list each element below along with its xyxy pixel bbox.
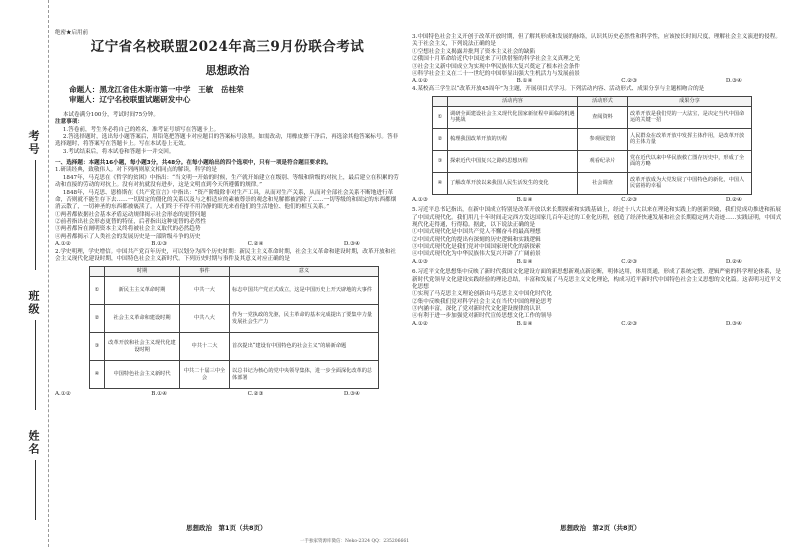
promo-footer: 一手独家资源库微信：Neko-2324 QQ：235206661 [300,539,410,544]
class-line [35,320,36,410]
table-cell: 参观展览馆 [578,128,628,150]
table-cell: 标志中国共产党正式成立，这是中国历史上开天辟地的大事件 [230,277,379,305]
answer-choices [412,197,782,204]
answer-choice: A.①③ [412,196,428,203]
option-line: ②前者指出社会形态更替的特征，后者指出这种更替的必然性 [55,219,207,226]
question-3 [412,34,782,86]
table-cell: 了解改革开放以来我国人民生活发生的变化 [448,172,578,194]
table-cell: 改革开放成为大党发展了中国特色的新化，中国人民富裕的幸福 [628,172,752,194]
table-header-cell: 意义 [230,267,379,277]
table-cell: ③ [433,150,448,172]
table-cell: 首次提出“建设有中国特色的社会主义”的崭新命题 [230,333,379,361]
table-header-cell [90,267,105,277]
table-cell: ④ [433,172,448,194]
answer-choices [412,259,782,266]
table-cell: ① [90,277,105,305]
table-cell: 改革开放是我们党的一大法宝，是决定当代中国命运的关键一招 [628,106,752,128]
left-column [55,0,400,399]
table-header-cell: 活动形式 [578,97,628,107]
option-line: ②中国式现代化的提出有深刻的历史逻辑和实践逻辑 [412,236,541,243]
table-row [90,305,379,333]
answer-choice: C.②③ [621,78,638,85]
option-line: ①空想社会主义揭露并批判了资本主义社会的缺陷 [412,48,536,55]
question-stem: 6.习近平文化思想集中反映了新时代我国文化建设方面的新思想新观点新论断，明体达用，体用贯通，形成了系统完整、逻辑严密的科学理论体系，是新时代党领导文化建设实践经验的理论总结，丰富和发展了马克思主义文化理论，构成习近平新时代中国特色社会主义思想的文化篇。这表明习近平文化思想 [412,269,782,290]
table-row [433,150,752,172]
name-line [35,460,36,520]
answer-choices [412,78,782,85]
page-footer-left: 思想政治 第1页（共8页） [186,524,267,532]
activity-table [432,96,752,195]
table-cell: 社会主义革命和建设时期 [105,305,180,333]
name-label: 姓名 [27,430,40,456]
question-stem: 4.某校高三学生以“改革开放45周年”为主题，开展项目式学习。下列活动内容、活动形式、成果分享与主题相吻合的是 [412,85,705,92]
option-line: ①两者都依据社会基本矛盾运动规律揭示社会形态的更替问题 [55,211,207,218]
table-cell: 查阅资料 [578,106,628,128]
table-cell: 中共一大 [180,277,230,305]
answer-choice: B.①③ [151,241,168,248]
question-stem: 3.中国特色社会主义开创于改革开放时期，但了解其形成和发展的脉络，认识其历史必然性和科学性，应该按长时间尺度，理解社会主义演进的侵程。关于社会主义，下列说法正确的是 [412,34,781,48]
table-row [90,333,379,361]
table-cell: 中共二十届三中全会 [180,361,230,389]
intro-block [55,112,400,156]
answer-choice: A.①② [412,78,428,85]
option-line: ③中国式现代化是我们党对中国国家现代化的新探索 [412,244,541,251]
events-table [89,266,379,389]
option-line: ②集中反映我们党对科学社会主义在当代中国的理论思考 [412,298,552,305]
answer-choice: B.①④ [516,320,533,327]
exam-number-line [35,160,36,270]
answer-choice: C.②③ [247,391,264,398]
table-cell: 社会调查 [578,172,628,194]
table-cell: ① [433,106,448,128]
table-row [90,277,379,305]
answer-choice: A.①③ [412,258,428,265]
answer-choice: D.③④ [725,78,742,85]
question-6 [412,269,782,328]
confidential-mark: 绝密★启用前 [55,30,89,36]
table-row [433,106,752,128]
table-row [433,128,752,150]
table-header-cell [433,97,448,107]
exam-title: 辽宁省名校联盟2024年高三9月份联合考试 [90,39,365,56]
answer-choice: D.②④ [725,258,742,265]
quote-paragraph: 1848年，马克思、恩格斯在《共产党宣言》中指出：“资产阶级除非对生产工具，从而对生产关系，从而对全部社会关系不断地进行革命，否则就不能生存下去……一切固定的僵化的关系以及与之相适应的素被尊崇的观念和见解都被消除了……一切等级的和固定的东西都烟消云散了，一切神圣的东西都被亵渎了。人们终于不得不用冷静的眼光来看他们的生活地位、他们的相互关系。” [55,189,397,211]
answer-choice: A.①② [55,241,71,248]
answer-choice: C.②③ [621,320,638,327]
table-header-row [90,267,379,277]
table-cell: 作为一党执政的先驱，民主革命的基本完成提出了要集中力量发展社会生产力 [230,305,379,333]
option-line: ④有利于进一步加强党对新时代宣传思想文化工作的领导 [412,313,552,320]
table-cell: ② [90,305,105,333]
table-header-cell: 时期 [105,267,180,277]
table-cell: 中共八大 [180,305,230,333]
table-cell: 观看纪录片 [578,150,628,172]
question-stem: 2.学史明理，学史增信。中国共产党百年历史，可以划分为四个历史时期：新民主主义革命时期，社会主义革命和建设时期，改革开放和社会主义现代化建设时期，中国特色社会主义新时代。下列历史时期与事件及其意义对应正确的是 [55,248,396,262]
table-cell: 人民群众在改革开放中发挥主体作用，是改革开放的主体力量 [628,128,752,150]
option-line: ②俄国十月革命给近代中国送来了可供借鉴的科学社会主义真理之光 [412,56,580,63]
answer-choice: B.①④ [516,196,533,203]
table-cell: ④ [90,361,105,389]
answer-choice: B.①④ [516,258,533,265]
table-cell: 党在近代以来中华民族救亡图存历史中，形成了全面的方略 [628,150,752,172]
class-label: 班级 [27,290,40,316]
answer-choice: D.③④ [343,241,360,248]
score-time-line: 本试卷满分100分，考试时间75分钟。 [62,111,159,118]
question-stem: 5.习近平总书记指出，在新中国成立特别是改革开放以来长期探索和实践基础上，经过十八大以来在理论和实践上的创新突破，我们党成功推进和拓展了中国式现代化。我们用几十年时间走完西方发达国家几百年走过的工业化历程，创造了经济快速发展和社会长期稳定两大奇迹……实践证明，中国式现代化走得通，行得稳。据此，以下说法正确的是 [412,207,782,228]
question-4 [412,86,782,205]
notes-title: 注意事项： [55,119,83,126]
author-line: 命题人：黑龙江省佳木斯市第一中学 王敏 岳桂荣 [69,84,244,94]
subject-title: 思想政治 [205,64,250,78]
table-cell: ② [433,128,448,150]
question-5 [412,207,782,266]
answer-choice: B.①④ [516,78,533,85]
table-header-cell: 事件 [180,267,230,277]
table-cell: 探索近代中国复兴之路的思想历程 [448,150,578,172]
option-line: ③社会主义新中国成立为实现中华民族伟大复兴奠定了根本社会条件 [412,63,580,70]
answer-choice: B.①④ [151,391,168,398]
table-cell: 中国特色社会主义新时代 [105,361,180,389]
table-cell: 以总书记为核心的党中央领导集体，进一步全面深化改革的总体部署 [230,361,379,389]
option-line: ④中国式现代化为中华民族伟大复兴开辟了广阔前景 [412,251,541,258]
table-header-cell: 活动内容 [448,97,578,107]
table-header-row [433,97,752,107]
quote-paragraph: 1847年，马克思在《哲学的贫困》中指出：“当文明一开始的时候，生产就开始建立在级别、等级和阶级的对抗上，最后建立在积累的劳动和直接的劳动的对抗上。没有对抗就没有进步，这是文明直到今天所遵循的规律。” [55,174,399,189]
reviewer-line: 审题人：辽宁名校联盟试题研发中心 [69,95,191,105]
table-cell: ③ [90,333,105,361]
answer-choices [55,391,400,398]
note-item: 1.答卷前，考生务必将自己的姓名、准考证号填写在答题卡上。 [62,126,220,133]
note-item: 2.答选择题时，选出每小题答案后，用铅笔把答题卡对应题目的答案标号涂黑。如需改动，用橡皮擦干净后，再选涂其他答案标号。答非选择题时，将答案写在答题卡上。写在本试卷上无效。 [55,133,399,148]
table-row [90,361,379,389]
answer-choice: A.①② [412,320,428,327]
table-cell: 新民主主义革命时期 [105,277,180,305]
exam-number-label: 考号 [27,130,40,156]
option-line: ③内涵丰富，深化了党对新时代文化建设规律的认识 [412,306,541,313]
table-cell: 调研全面建设社会主义现代化国家新征程中面临的机遇与挑战 [448,106,578,128]
answer-choice: C.②④ [247,241,264,248]
option-line: ①中国式现代化是中国共产党人不懈奋斗的最高理想 [412,229,541,236]
answer-choice: D.②④ [725,196,742,203]
option-line: ③两者都旨在阐明资本主义终将被社会主义取代的必然趋势 [55,226,201,233]
question-stem: 1.研读经典，致敬伟人。对下列两则原文相同点的解读，科学的是 [55,167,217,174]
answer-choice: C.②③ [621,258,638,265]
answer-choices [412,321,782,328]
table-cell: 梳理我国改革开放的历程 [448,128,578,150]
question-1 [55,167,400,248]
answer-choices [55,241,400,248]
option-line: ①实现了马克思主义理论创新由马克思主义中国化时代化 [412,291,552,298]
section-title: 一、选择题：本题共16小题，每小题3分，共48分。在每小题给出的四个选项中，只有一项是符合题目要求的。 [55,160,332,167]
table-header-cell: 成果分享 [628,97,752,107]
table-cell: 中共十二大 [180,333,230,361]
answer-choice: C.②③ [621,196,638,203]
right-column [412,34,782,328]
answer-choice: D.③④ [725,320,742,327]
author-block [69,85,400,106]
table-cell: 改革开放和社会主义现代化建设时期 [105,333,180,361]
option-line: ④科学社会主义在二十一世纪的中国彰显出强大生机活力与发展前景 [412,70,580,77]
binding-strip [0,0,49,547]
page-footer-right: 思想政治 第2页（共8页） [560,524,641,532]
option-line: ④两者都揭示了人类社会的发展历史是一部阶级斗争的历史 [55,233,201,240]
answer-choice: A.①② [55,391,71,398]
question-2 [55,249,400,399]
answer-choice: D.③④ [343,391,360,398]
note-item: 3.考试结束后，将本试卷和答题卡一并交回。 [62,148,175,155]
table-row [433,172,752,194]
